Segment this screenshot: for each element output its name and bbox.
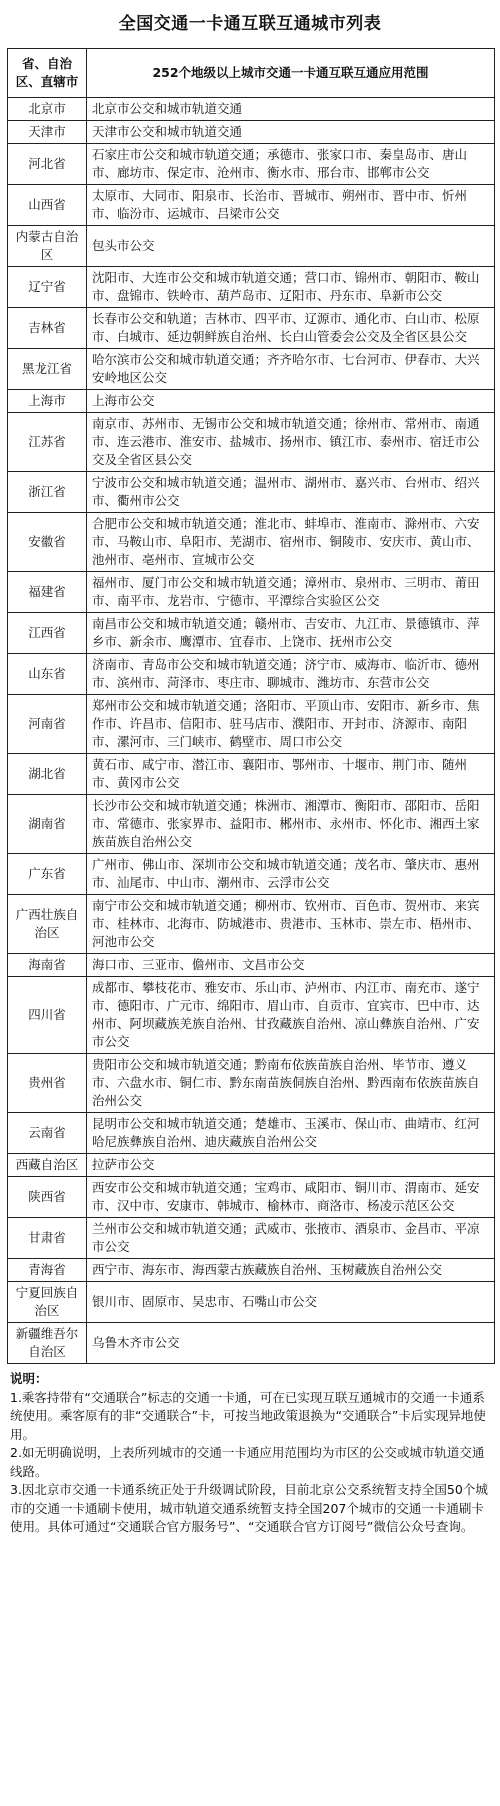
province-cell: 江苏省: [8, 413, 87, 472]
province-cell: 辽宁省: [8, 267, 87, 308]
province-cell: 陕西省: [8, 1177, 87, 1218]
scope-cell: 济南市、青岛市公交和城市轨道交通；济宁市、威海市、临沂市、德州市、滨州市、菏泽市、枣庄市、聊城市、潍坊市、东营市公交: [87, 654, 495, 695]
city-list-table: [7, 48, 495, 1364]
header-scope: 252个地级以上城市交通一卡通互联互通应用范围: [87, 49, 495, 98]
scope-cell: 昆明市公交和城市轨道交通；楚雄市、玉溪市、保山市、曲靖市、红河哈尼族彝族自治州、迪庆藏族自治州公交: [87, 1113, 495, 1154]
province-cell: 福建省: [8, 572, 87, 613]
note-item: 3.因北京市交通一卡通系统正处于升级调试阶段，目前北京公交系统暂支持全国50个城市的交通一卡通刷卡使用，城市轨道交通系统暂支持全国207个城市的交通一卡通刷卡使用。具体可通过“交通联合官方服务号”、“交通联合官方订阅号”微信公众号查询。: [10, 1482, 488, 1534]
province-cell: 黑龙江省: [8, 349, 87, 390]
province-cell: 江西省: [8, 613, 87, 654]
scope-cell: 哈尔滨市公交和城市轨道交通；齐齐哈尔市、七台河市、伊春市、大兴安岭地区公交: [87, 349, 495, 390]
table-row: [8, 472, 495, 513]
province-cell: 吉林省: [8, 308, 87, 349]
table-row: [8, 144, 495, 185]
province-cell: 甘肃省: [8, 1218, 87, 1259]
province-cell: 广西壮族自治区: [8, 895, 87, 954]
table-row: [8, 390, 495, 413]
header-province: 省、自治区、直辖市: [8, 49, 87, 98]
table-row: [8, 349, 495, 390]
province-cell: 四川省: [8, 977, 87, 1054]
scope-cell: 太原市、大同市、阳泉市、长治市、晋城市、朔州市、晋中市、忻州市、临汾市、运城市、吕梁市公交: [87, 185, 495, 226]
table-row: [8, 413, 495, 472]
province-cell: 北京市: [8, 98, 87, 121]
scope-cell: 南昌市公交和城市轨道交通；赣州市、吉安市、九江市、景德镇市、萍乡市、新余市、鹰潭市、宜春市、上饶市、抚州市公交: [87, 613, 495, 654]
province-cell: 山西省: [8, 185, 87, 226]
table-row: [8, 1177, 495, 1218]
scope-cell: 上海市公交: [87, 390, 495, 413]
scope-cell: 黄石市、咸宁市、潜江市、襄阳市、鄂州市、十堰市、荆门市、随州市、黄冈市公交: [87, 754, 495, 795]
province-cell: 海南省: [8, 954, 87, 977]
province-cell: 山东省: [8, 654, 87, 695]
scope-cell: 成都市、攀枝花市、雅安市、乐山市、泸州市、内江市、南充市、遂宁市、德阳市、广元市、绵阳市、眉山市、自贡市、宜宾市、巴中市、达州市、阿坝藏族羌族自治州、甘孜藏族自治州、凉山彝族自治州、广安市公交: [87, 977, 495, 1054]
table-row: [8, 98, 495, 121]
scope-cell: 海口市、三亚市、儋州市、文昌市公交: [87, 954, 495, 977]
province-cell: 天津市: [8, 121, 87, 144]
table-row: [8, 1054, 495, 1113]
province-cell: 宁夏回族自治区: [8, 1282, 87, 1323]
table-row: [8, 613, 495, 654]
scope-cell: 沈阳市、大连市公交和城市轨道交通；营口市、锦州市、朝阳市、鞍山市、盘锦市、铁岭市、葫芦岛市、辽阳市、丹东市、阜新市公交: [87, 267, 495, 308]
scope-cell: 郑州市公交和城市轨道交通；洛阳市、平顶山市、安阳市、新乡市、焦作市、许昌市、信阳市、驻马店市、濮阳市、开封市、济源市、南阳市、漯河市、三门峡市、鹤壁市、周口市公交: [87, 695, 495, 754]
table-row: [8, 1282, 495, 1323]
scope-cell: 拉萨市公交: [87, 1154, 495, 1177]
scope-cell: 西宁市、海东市、海西蒙古族藏族自治州、玉树藏族自治州公交: [87, 1259, 495, 1282]
table-body: [8, 98, 495, 1364]
table-row: [8, 1113, 495, 1154]
province-cell: 河北省: [8, 144, 87, 185]
province-cell: 贵州省: [8, 1054, 87, 1113]
table-header-row: [8, 49, 495, 98]
table-row: [8, 185, 495, 226]
table-row: [8, 977, 495, 1054]
province-cell: 西藏自治区: [8, 1154, 87, 1177]
table-row: [8, 226, 495, 267]
scope-cell: 南宁市公交和城市轨道交通；柳州市、钦州市、百色市、贺州市、来宾市、桂林市、北海市、防城港市、贵港市、玉林市、崇左市、梧州市、河池市公交: [87, 895, 495, 954]
table-row: [8, 267, 495, 308]
scope-cell: 乌鲁木齐市公交: [87, 1323, 495, 1364]
table-row: [8, 654, 495, 695]
province-cell: 浙江省: [8, 472, 87, 513]
scope-cell: 北京市公交和城市轨道交通: [87, 98, 495, 121]
province-cell: 新疆维吾尔自治区: [8, 1323, 87, 1364]
table-row: [8, 1259, 495, 1282]
province-cell: 广东省: [8, 854, 87, 895]
table-row: [8, 572, 495, 613]
scope-cell: 广州市、佛山市、深圳市公交和城市轨道交通；茂名市、肇庆市、惠州市、汕尾市、中山市、潮州市、云浮市公交: [87, 854, 495, 895]
province-cell: 湖南省: [8, 795, 87, 854]
scope-cell: 福州市、厦门市公交和城市轨道交通；漳州市、泉州市、三明市、莆田市、南平市、龙岩市、宁德市、平潭综合实验区公交: [87, 572, 495, 613]
page-title: 全国交通一卡通互联互通城市列表: [118, 14, 382, 34]
scope-cell: 长春市公交和轨道；吉林市、四平市、辽源市、通化市、白山市、松原市、白城市、延边朝鲜族自治州、长白山管委会公交及全省区县公交: [87, 308, 495, 349]
table-row: [8, 795, 495, 854]
province-cell: 青海省: [8, 1259, 87, 1282]
scope-cell: 银川市、固原市、吴忠市、石嘴山市公交: [87, 1282, 495, 1323]
table-row: [8, 1154, 495, 1177]
scope-cell: 西安市公交和城市轨道交通；宝鸡市、咸阳市、铜川市、渭南市、延安市、汉中市、安康市、韩城市、榆林市、商洛市、杨凌示范区公交: [87, 1177, 495, 1218]
scope-cell: 石家庄市公交和城市轨道交通；承德市、张家口市、秦皇岛市、唐山市、廊坊市、保定市、沧州市、衡水市、邢台市、邯郸市公交: [87, 144, 495, 185]
scope-cell: 包头市公交: [87, 226, 495, 267]
scope-cell: 兰州市公交和城市轨道交通；武威市、张掖市、酒泉市、金昌市、平凉市公交: [87, 1218, 495, 1259]
table-row: [8, 895, 495, 954]
note-item: 1.乘客持带有“交通联合”标志的交通一卡通，可在已实现互联互通城市的交通一卡通系统使用。乘客原有的非“交通联合”卡，可按当地政策退换为“交通联合”卡后实现异地使用。: [10, 1389, 486, 1442]
table-row: [8, 954, 495, 977]
province-cell: 云南省: [8, 1113, 87, 1154]
table-row: [8, 854, 495, 895]
table-row: [8, 695, 495, 754]
note-item: 2.如无明确说明，上表所列城市的交通一卡通应用范围均为市区的公交或城市轨道交通线路。: [10, 1445, 485, 1479]
province-cell: 上海市: [8, 390, 87, 413]
table-row: [8, 1323, 495, 1364]
notes-heading: 说明：: [10, 1371, 48, 1386]
scope-cell: 合肥市公交和城市轨道交通；淮北市、蚌埠市、淮南市、滁州市、六安市、马鞍山市、阜阳市、芜湖市、宿州市、铜陵市、安庆市、黄山市、池州市、亳州市、宣城市公交: [87, 513, 495, 572]
province-cell: 安徽省: [8, 513, 87, 572]
scope-cell: 宁波市公交和城市轨道交通；温州市、湖州市、嘉兴市、台州市、绍兴市、衢州市公交: [87, 472, 495, 513]
table-row: [8, 754, 495, 795]
province-cell: 湖北省: [8, 754, 87, 795]
table-row: [8, 308, 495, 349]
province-cell: 内蒙古自治区: [8, 226, 87, 267]
scope-cell: 长沙市公交和城市轨道交通；株洲市、湘潭市、衡阳市、邵阳市、岳阳市、常德市、张家界市、益阳市、郴州市、永州市、怀化市、湘西土家族苗族自治州公交: [87, 795, 495, 854]
scope-cell: 贵阳市公交和城市轨道交通；黔南布依族苗族自治州、毕节市、遵义市、六盘水市、铜仁市、黔东南苗族侗族自治州、黔西南布依族苗族自治州公交: [87, 1054, 495, 1113]
province-cell: 河南省: [8, 695, 87, 754]
table-row: [8, 513, 495, 572]
scope-cell: 南京市、苏州市、无锡市公交和城市轨道交通；徐州市、常州市、南通市、连云港市、淮安市、盐城市、扬州市、镇江市、泰州市、宿迁市公交及全省区县公交: [87, 413, 495, 472]
scope-cell: 天津市公交和城市轨道交通: [87, 121, 495, 144]
notes-section: [10, 1370, 490, 1537]
table-row: [8, 1218, 495, 1259]
table-row: [8, 121, 495, 144]
